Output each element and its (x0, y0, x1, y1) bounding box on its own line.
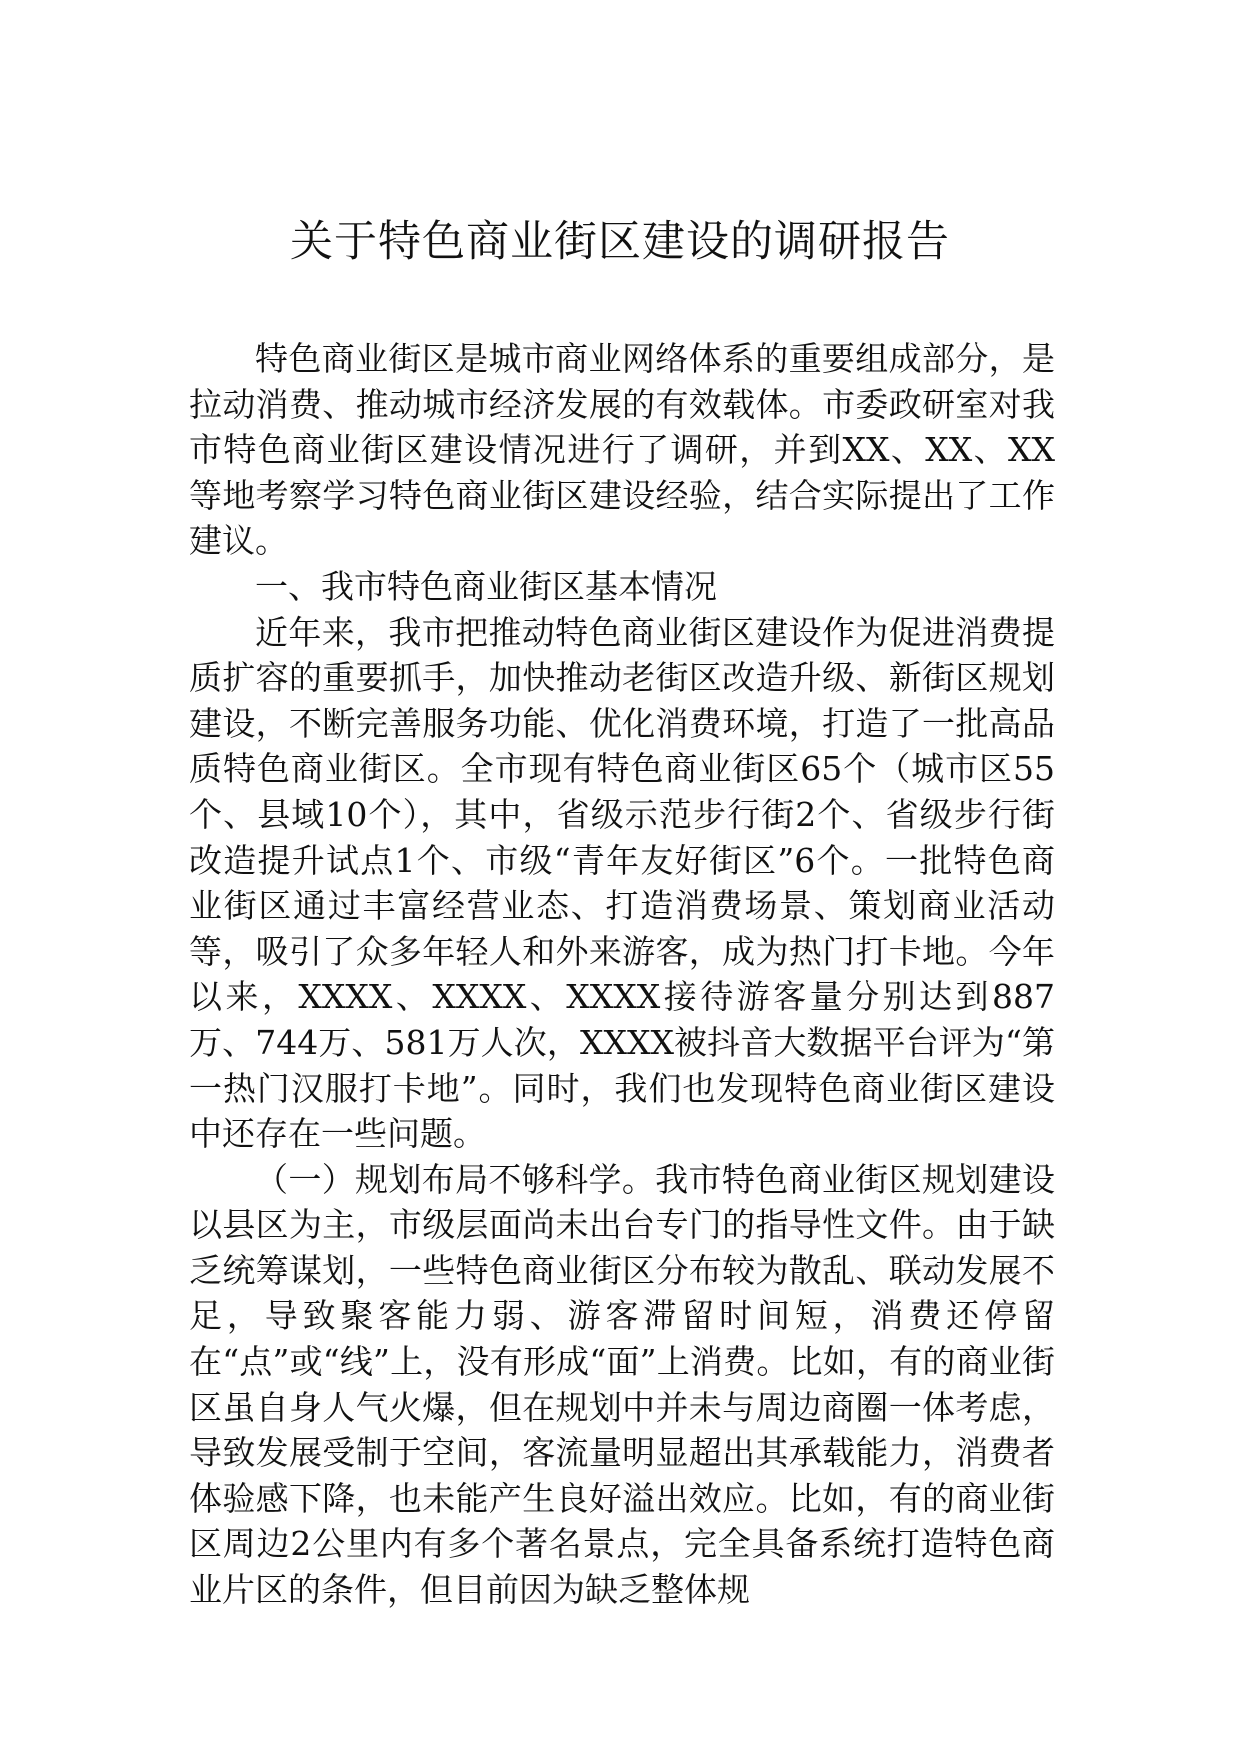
subsection-1-paragraph: （一）规划布局不够科学。我市特色商业街区规划建设以县区为主，市级层面尚未出台专门的指导性文件。由于缺乏统筹谋划，一些特色商业街区分布较为散乱、联动发展不足，导致聚客能力弱、游客滞留时间短，消费还停留在“点”或“线”上，没有形成“面”上消费。比如，有的商业街区虽自身人气火爆，但在规划中并未与周边商圈一体考虑，导致发展受制于空间，客流量明显超出其承载能力，消费者体验感下降，也未能产生良好溢出效应。比如，有的商业街区周边2公里内有多个著名景点，完全具备系统打造特色商业片区的条件，但目前因为缺乏整体规 (189, 1159, 1055, 1610)
document-title: 关于特色商业街区建设的调研报告 (290, 217, 950, 267)
section-heading-1: 一、我市特色商业街区基本情况 (255, 566, 717, 606)
document-body (189, 336, 1055, 1613)
intro-paragraph: 特色商业街区是城市商业网络体系的重要组成部分，是拉动消费、推动城市经济发展的有效载体。市委政研室对我市特色商业街区建设情况进行了调研，并到XX、XX、XX等地考察学习特色商业街区建设经验，结合实际提出了工作建议。 (189, 339, 1055, 561)
section-1-paragraph: 近年来，我市把推动特色商业街区建设作为促进消费提质扩容的重要抓手，加快推动老街区改造升级、新街区规划建设，不断完善服务功能、优化消费环境，打造了一批高品质特色商业街区。全市现有特色商业街区65个（城市区55个、县域10个），其中，省级示范步行街2个、省级步行街改造提升试点1个、市级“青年友好街区”6个。一批特色商业街区通过丰富经营业态、打造消费场景、策划商业活动等，吸引了众多年轻人和外来游客，成为热门打卡地。今年以来，XXXX、XXXX、XXXX接待游客量分别达到887万、744万、581万人次，XXXX被抖音大数据平台评为“第一热门汉服打卡地”。同时，我们也发现特色商业街区建设中还存在一些问题。 (189, 612, 1055, 1154)
